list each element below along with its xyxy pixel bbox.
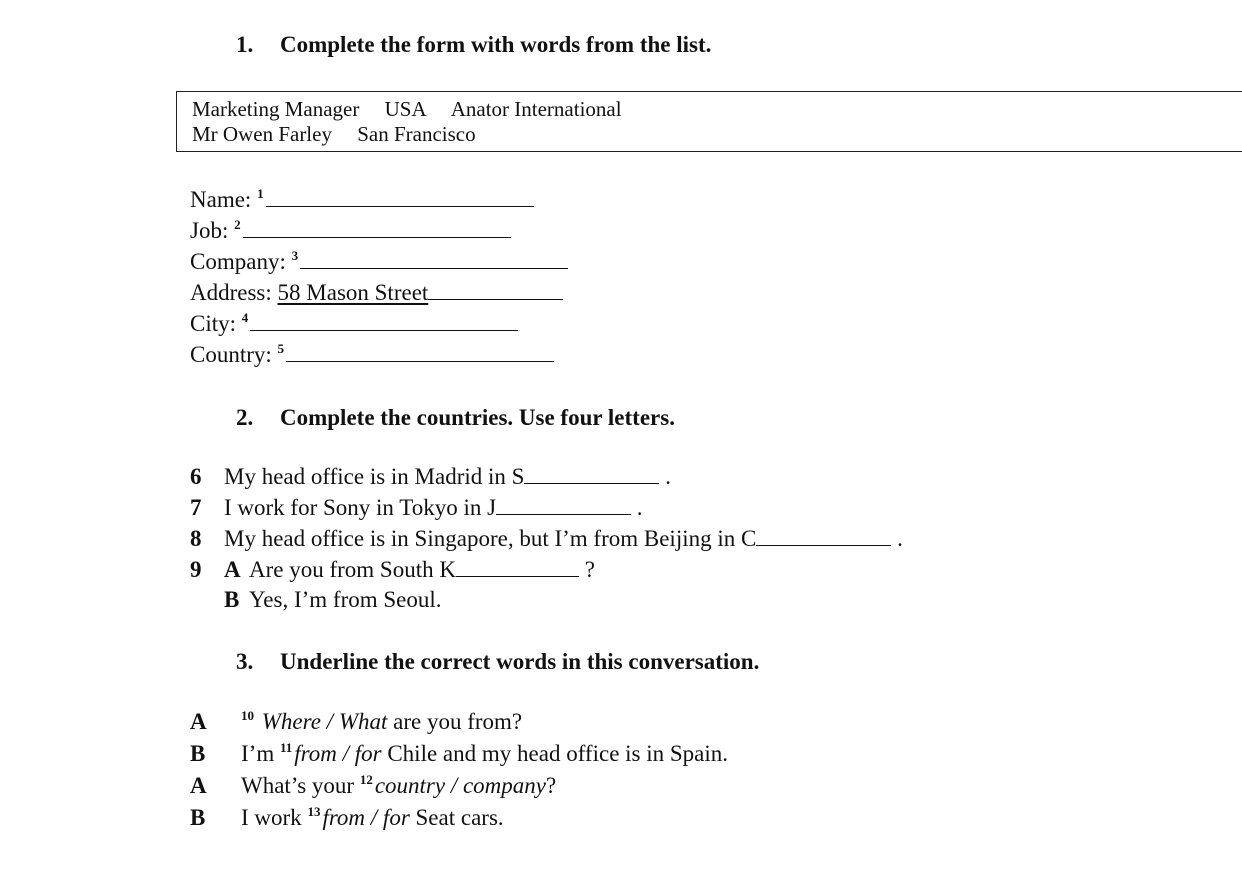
- punctuation: ?: [584, 557, 595, 582]
- line-text: are you from?: [387, 709, 523, 734]
- speaker-label: A: [190, 773, 207, 798]
- answer-blank[interactable]: [756, 525, 891, 546]
- form-line-city: [190, 310, 518, 337]
- item-number: 2: [234, 217, 241, 232]
- answer-blank[interactable]: [286, 341, 554, 362]
- word-item: San Francisco: [357, 122, 476, 146]
- section-number: 3.: [236, 649, 254, 674]
- item-number: 7: [190, 495, 202, 520]
- punctuation: .: [636, 495, 643, 520]
- line-text: What’s your: [241, 773, 360, 798]
- form-line-name: [190, 186, 534, 213]
- answer-blank: [428, 279, 563, 300]
- word-list-row: [192, 97, 1242, 122]
- conversation-line-11: [190, 740, 728, 767]
- word-list-box: [176, 91, 1242, 152]
- line-text: I work: [241, 805, 308, 830]
- speaker-label: A: [190, 709, 207, 734]
- form-line-country: [190, 341, 554, 368]
- form-label: Address:: [190, 280, 272, 305]
- word-item: USA: [384, 97, 427, 121]
- line-text: I’m: [241, 741, 280, 766]
- item-number: 3: [291, 248, 299, 263]
- punctuation: .: [897, 526, 903, 551]
- answer-blank[interactable]: [496, 494, 631, 515]
- speaker-label: A: [224, 557, 241, 582]
- punctuation: .: [665, 464, 671, 489]
- section-2-heading: [236, 405, 675, 431]
- section-1-heading: [236, 32, 711, 58]
- answer-blank[interactable]: [250, 310, 518, 331]
- answer-blank[interactable]: [300, 248, 568, 269]
- form-label: Country:: [190, 342, 272, 367]
- form-line-company: [190, 248, 568, 275]
- exercise-item-7: [190, 494, 643, 521]
- line-text: ?: [546, 773, 557, 798]
- item-number: 5: [277, 341, 285, 356]
- word-item: Anator International: [450, 97, 622, 121]
- form-label: City:: [190, 311, 237, 336]
- item-number: 10: [241, 708, 254, 723]
- item-number: 11: [279, 740, 293, 755]
- item-text: Are you from South K: [249, 557, 456, 582]
- item-text: My head office is in Singapore, but I’m from Beijing in C: [224, 526, 757, 551]
- item-number: 4: [241, 310, 249, 325]
- item-text: My head office is in Madrid in S: [224, 464, 525, 489]
- exercise-item-6: [190, 463, 671, 490]
- answer-blank[interactable]: [243, 217, 511, 238]
- word-item: Marketing Manager: [192, 97, 360, 121]
- item-number: 8: [190, 526, 202, 551]
- conversation-line-12: [190, 772, 556, 799]
- form-label: Job:: [190, 218, 229, 243]
- exercise-item-8: [190, 525, 903, 552]
- line-text: Seat cars.: [409, 805, 504, 830]
- exercise-item-9-reply: [190, 587, 442, 613]
- section-number: 2.: [236, 405, 254, 430]
- conversation-line-10: [190, 708, 522, 735]
- example-answer: 58 Mason Street: [277, 280, 429, 305]
- item-text: I work for Sony in Tokyo in J: [224, 495, 497, 520]
- item-number: 9: [190, 557, 202, 582]
- section-title: Underline the correct words in this conversation.: [280, 649, 760, 674]
- answer-blank[interactable]: [456, 556, 579, 577]
- word-choice[interactable]: country / company: [374, 773, 546, 798]
- speaker-label: B: [224, 587, 240, 612]
- form-line-address: [190, 279, 563, 306]
- item-number: 6: [190, 464, 202, 489]
- item-number: 12: [359, 772, 373, 787]
- answer-blank[interactable]: [266, 186, 534, 207]
- word-choice[interactable]: from / for: [322, 805, 410, 830]
- section-number: 1.: [236, 32, 254, 57]
- section-title: Complete the countries. Use four letters.: [280, 405, 675, 430]
- section-3-heading: [236, 649, 759, 675]
- exercise-item-9: [190, 556, 595, 583]
- conversation-line-13: [190, 804, 504, 831]
- form-line-job: [190, 217, 511, 244]
- item-number: 13: [307, 804, 321, 819]
- speaker-label: B: [190, 805, 206, 830]
- answer-blank[interactable]: [524, 463, 659, 484]
- word-item: Mr Owen Farley: [192, 122, 332, 146]
- item-number: 1: [257, 186, 264, 201]
- line-text: Chile and my head office is in Spain.: [381, 741, 729, 766]
- speaker-label: B: [190, 741, 206, 766]
- section-title: Complete the form with words from the list.: [280, 32, 712, 57]
- form-label: Name:: [190, 187, 252, 212]
- word-list-row: [192, 122, 1242, 147]
- item-text: Yes, I’m from Seoul.: [249, 587, 442, 612]
- form-label: Company:: [190, 249, 286, 274]
- word-choice[interactable]: from / for: [294, 741, 382, 766]
- word-choice[interactable]: Where / What: [261, 709, 388, 734]
